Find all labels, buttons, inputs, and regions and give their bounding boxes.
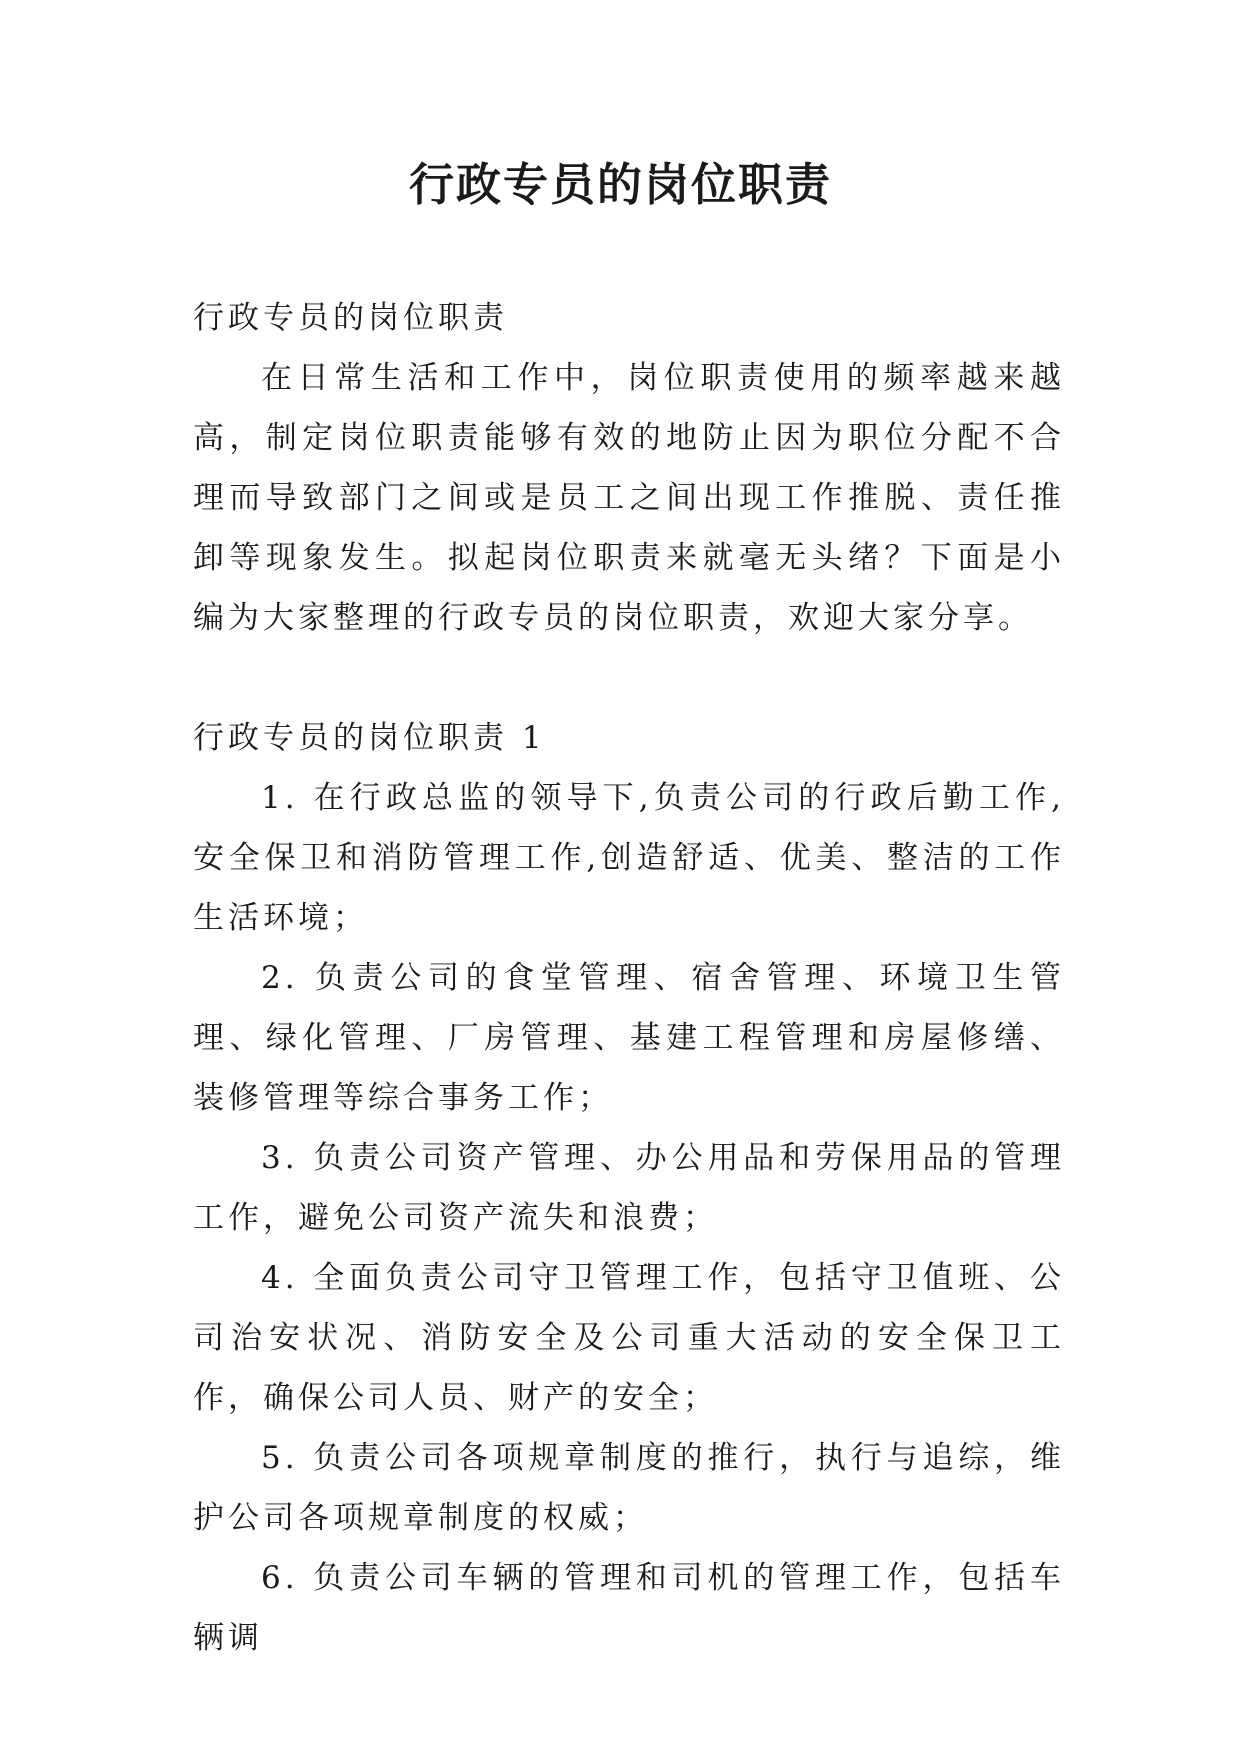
duty-item-4: 4. 全面负责公司守卫管理工作，包括守卫值班、公司治安状况、消防安全及公司重大活动的安全保卫工作，确保公司人员、财产的安全； (193, 1260, 1065, 1416)
intro-heading: 行政专员的岗位职责 (193, 300, 508, 336)
section-heading: 行政专员的岗位职责 1 (193, 720, 546, 756)
duty-item-1: 1. 在行政总监的领导下,负责公司的行政后勤工作,安全保卫和消防管理工作,创造舒适、优美、整洁的工作生活环境； (193, 780, 1065, 936)
duty-item-6: 6. 负责公司车辆的管理和司机的管理工作，包括车辆调 (193, 1560, 1065, 1656)
paragraph-spacer (193, 648, 1065, 708)
document-body (193, 288, 1065, 1668)
duty-item-2: 2. 负责公司的食堂管理、宿舍管理、环境卫生管理、绿化管理、厂房管理、基建工程管理和房屋修缮、装修管理等综合事务工作； (193, 960, 1065, 1116)
duty-item-3: 3. 负责公司资产管理、办公用品和劳保用品的管理工作，避免公司资产流失和浪费； (193, 1140, 1065, 1236)
document-title: 行政专员的岗位职责 (408, 158, 832, 211)
duty-item-5: 5. 负责公司各项规章制度的推行，执行与追综，维护公司各项规章制度的权威； (193, 1440, 1065, 1536)
intro-paragraph: 在日常生活和工作中，岗位职责使用的频率越来越高，制定岗位职责能够有效的地防止因为职位分配不合理而导致部门之间或是员工之间出现工作推脱、责任推卸等现象发生。拟起岗位职责来就毫无头绪？下面是小编为大家整理的行政专员的岗位职责，欢迎大家分享。 (193, 360, 1065, 636)
